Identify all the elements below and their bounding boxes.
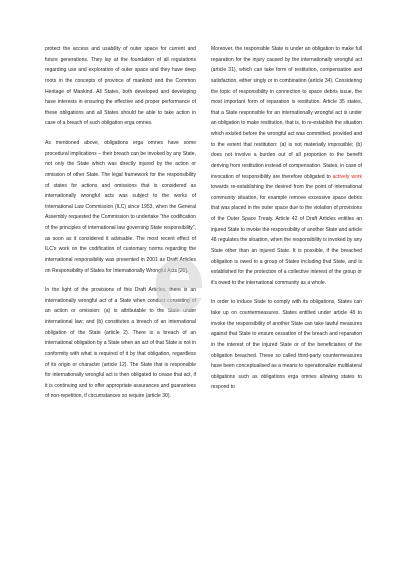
paragraph-text: towards re-establishing the desired from the point of international community situation, for example remove excessive space debris that was placed in the outer space due to the violation of provisions of the Outer Space Treaty. Article 42 of Draft Articles entitles an injured State to invoke the responsibility of another State and article 48 regulates the situation, when the responsibility is invoked by any State other than an injured State. It is possible, if the breached obligation is owed to a group of States including that State, and is established for the protection of a collective interest of the group or it's owed to the international community as a whole. [211, 184, 362, 286]
paragraph [211, 44, 362, 288]
right-column [211, 44, 362, 402]
watermark-logo: e [152, 225, 200, 332]
highlighted-text: actively work [332, 173, 362, 180]
left-column [45, 44, 196, 411]
paragraph-text: Moreover, the responsible State is under an obligation to make full reparation for the injury caused by the internationally wrongful act (article 31), which can take form of restitution, compensation and satisfaction, either singly or in combination (article 34). Considering the topic of responsibility in connection to space debris issue, the most important form of reparation is restitution. Article 35 states, that a State responsible for an internationally wrongful act is under an obligation to make restitution, that is, to re-establish the situation which existed before the wrongful act was committed, provided and to the extent that restitution: (a) is not materially impossible; (b) does not involve a burden out of all proportion to the benefit deriving from restitution instead of compensation. States, in case of invocation of responsibility are therefore obligated to [211, 46, 362, 180]
paragraph: As mentioned above, obligations erga omnes have some procedural implications – their breach can be invoked by any State, not only the State which was directly injured by the action or omission of other State. The legal framework for the responsibility of states for actions and omissions that is considered as internationally wrongful acts was subject to the works of International Law Commission (ILC) since 1953, when the General Assembly requested the Commission to undertake "the codification of the principles of international law governing State responsibility", as soon as it considered it advisable. The most recent effect of ILC's work on the codification of customary norms regarding the international responsibility was presented in 2001 as Draft Articles on Responsibility of States for Internationally Wrongful Acts [20]. [45, 140, 196, 274]
paragraph: In order to induce State to comply with its obligations, States can take up on countermeasures. States entitled under article 48 to invoke the responsibility of another State can take lawful measures against that State to ensure cessation of the breach and reparation in the interest of the injured State or of the beneficiaries of the obligation breached. These so called third-party countermeasures have been conceptualised as a means to operationalize multilateral obligations such as obligations erga omnes allowing states to respond to [211, 299, 362, 391]
paragraph: In the light of the provisions of this Draft Articles, there is an internationally wrongful act of a State when conduct consisting of an action or omission: (a) is attributable to the State under international law; and (b) constitutes a breach of an international obligation of the State (article 2). There is a breach of an international obligation by a State when an act of that State is not in conformity with what is required of it by that obligation, regardless of its origin or character (article 12). The State that is responsible for internationally wrongful act is then obligated to cease that act, if it is continuing and to offer appropriate assurances and guarantees of non-repetition, if circumstances so require (article 30). [45, 287, 196, 400]
paragraph: protect the access and usability of outer space for current and future generations. They lay at the foundation of all regulations regarding use and exploration of outer space and they have deep roots in the concepts of province of mankind and the Common Heritage of Mankind. All States, both developed and developing have interests in ensuring the effective and proper performance of these obligations and all States should be able to take action in case of a breach of such obligation erga omnes. [45, 46, 196, 127]
